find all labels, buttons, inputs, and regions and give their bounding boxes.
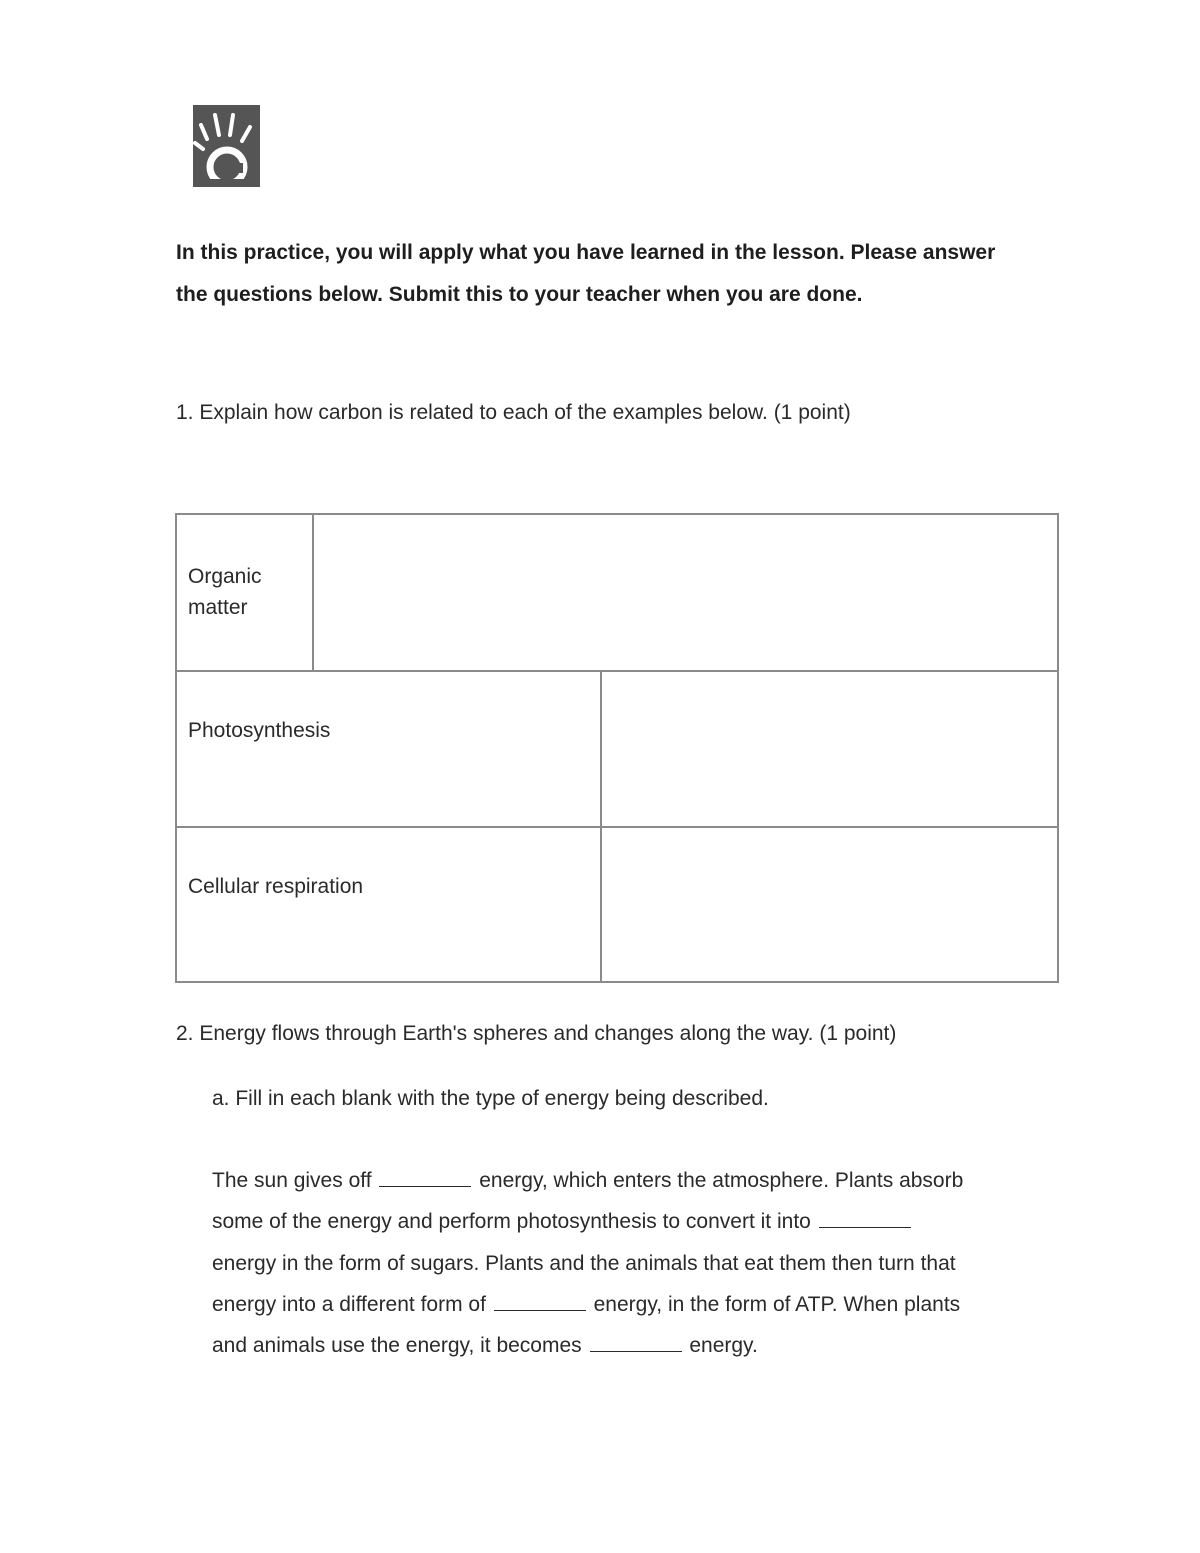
carbon-answer-table (175, 513, 1059, 983)
question-2a-instruction: a. Fill in each blank with the type of energy being described. (212, 1087, 769, 1110)
row-label-organic-matter: Organic matter (188, 565, 262, 619)
row-label-photosynthesis: Photosynthesis (188, 719, 331, 742)
blank-3[interactable] (494, 1290, 586, 1311)
intro-line-2: the questions below. Submit this to your teacher when you are done. (176, 283, 863, 306)
intro-instructions (176, 232, 1076, 316)
question-2-prompt: 2. Energy flows through Earth's spheres and changes along the way. (1 point) (176, 1022, 897, 1045)
answer-cell-cellular-respiration[interactable] (602, 828, 1059, 983)
blank-4[interactable] (590, 1331, 682, 1352)
sunburst-logo-icon (193, 105, 260, 187)
fill-in-paragraph: The sun gives off energy, which enters the atmosphere. Plants absorb some of the energy and perform photosynthesis to convert it into energy in the form of sugars. Plants and the animals that eat them then turn that energy into a different form of energy, in the form of ATP. When plants and animals use the energy, it becomes energy. (212, 1160, 1062, 1366)
blank-1[interactable] (379, 1166, 471, 1187)
blank-2[interactable] (819, 1207, 911, 1228)
intro-line-1: In this practice, you will apply what you have learned in the lesson. Please answer (176, 241, 996, 264)
question-1-prompt: 1. Explain how carbon is related to each of the examples below. (1 point) (176, 401, 851, 424)
answer-cell-photosynthesis[interactable] (602, 672, 1059, 826)
row-label-cellular-respiration: Cellular respiration (188, 875, 364, 898)
answer-cell-organic-matter[interactable] (314, 515, 1059, 670)
